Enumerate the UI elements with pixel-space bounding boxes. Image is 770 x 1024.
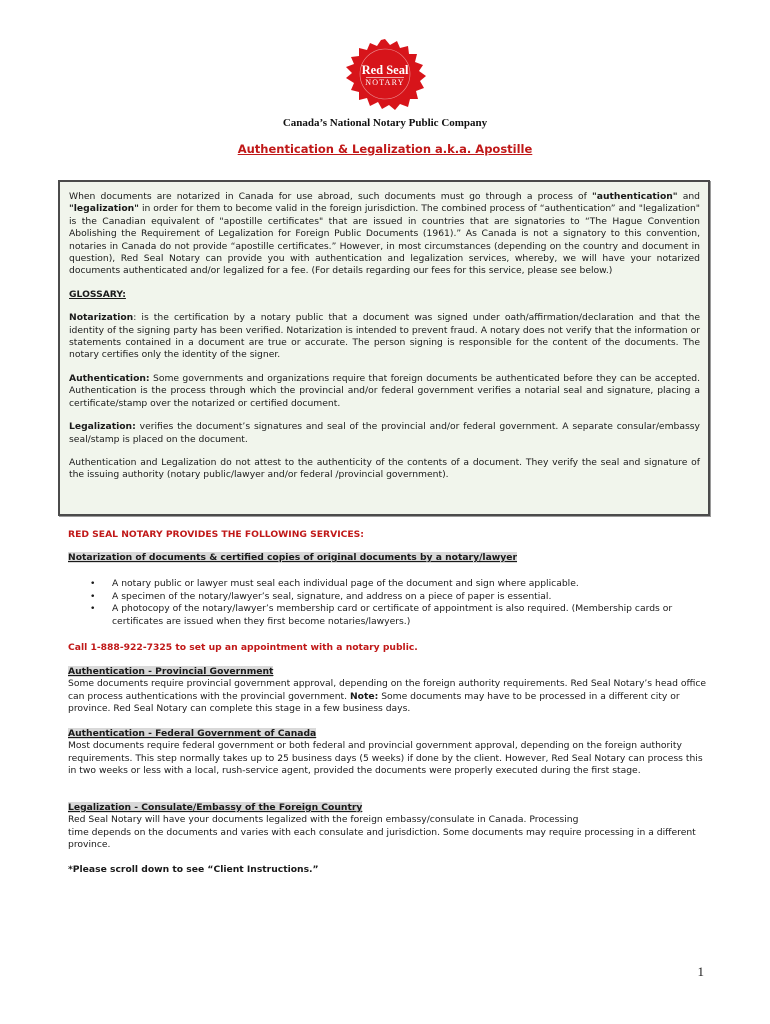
notarization-section (68, 552, 708, 628)
list-item: • A photocopy of the notary/lawyer’s membership card or certificate of appointment is also required. (Membership cards or certificates are issued when they first become notaries/lawyers.) (68, 603, 708, 628)
glossary-closing: Authentication and Legalization do not attest to the authenticity of the contents of a document. They verify the seal and signature of the issuing authority (notary public/lawyer and/or federal /provincial government). (69, 456, 700, 481)
notarization-requirements-list (68, 578, 708, 628)
consulate-section (68, 802, 708, 852)
list-item: • A notary public or lawyer must seal each individual page of the document and sign where applicable. (68, 578, 708, 590)
consulate-text-line2: time depends on the documents and varies with each consulate and jurisdiction. Some documents may require processing in a different province. (68, 826, 696, 851)
intro-glossary-box (58, 180, 710, 516)
scroll-note: *Please scroll down to see “Client Instructions.” (68, 864, 319, 875)
red-seal-notary-logo (340, 38, 430, 110)
glossary-heading: GLOSSARY: (69, 288, 126, 300)
call-to-action: Call 1-888-922-7325 to set up an appointment with a notary public. (68, 642, 418, 653)
list-item: • A specimen of the notary/lawyer’s seal, signature, and address on a piece of paper is essential. (68, 591, 708, 603)
provincial-section (68, 666, 708, 716)
federal-heading: Authentication - Federal Government of Canada (68, 728, 317, 739)
glossary-legalization: Legalization: verifies the document’s signatures and seal of the provincial and/or federal government. A separate consular/embassy seal/stamp is placed on the document. (69, 421, 700, 445)
provincial-text: Some documents require provincial government approval, depending on the foreign authority requirements. Red Seal Notary’s head office can process authentications with the provincial government. Note: Some documents may have to be processed in a different city or province. Red Seal Notary can complete this stage in a few business days. (68, 678, 707, 715)
federal-section (68, 728, 708, 778)
consulate-heading: Legalization - Consulate/Embassy of the Foreign Country (68, 802, 363, 813)
seal-title-line: Red Seal (361, 63, 409, 77)
provincial-heading: Authentication - Provincial Government (68, 666, 274, 677)
intro-paragraph: When documents are notarized in Canada for use abroad, such documents must go through a process of "authentication" and "legalization" in order for them to become valid in the foreign jurisdiction. The combined process of “authentication” and "legalization" is the Canadian equivalent of "apostille certificates" that are issued in countries that are signatories to “The Hague Convention Abolishing the Requirement of Legalization for Foreign Public Documents (1961).” As Canada is not a signatory to this convention, notaries in Canada do not provide “apostille certificates.” However, in most circumstances (depending on the country and document in question), Red Seal Notary can provide you with authentication and legalization services, whereby, we will have your notarized documents authenticated and/or legalized for a fee. (For details regarding our fees for this service, please see below.) (69, 191, 700, 277)
notarization-heading: Notarization of documents & certified copies of original documents by a notary/lawyer (68, 552, 518, 563)
services-heading: RED SEAL NOTARY PROVIDES THE FOLLOWING SERVICES: (68, 529, 364, 540)
seal-graphic (340, 38, 430, 110)
seal-subtitle-line: NOTARY (365, 78, 405, 87)
page-number: 1 (697, 964, 704, 979)
federal-text: Most documents require federal government or both federal and provincial government approval, depending on the foreign authority requirements. This step normally takes up to 25 business days (5 weeks) if done by the client. However, Red Seal Notary can process this in two weeks or less with a local, rush-service agent, provided the documents were properly executed during the first stage. (68, 740, 703, 777)
consulate-text-line1: Red Seal Notary will have your documents legalized with the foreign embassy/consulate in Canada. Processing (68, 814, 579, 826)
company-tagline: Canada’s National Notary Public Company (282, 117, 488, 129)
page-title: Authentication & Legalization a.k.a. Apostille (237, 142, 533, 156)
glossary-authentication: Authentication: Some governments and organizations require that foreign documents be authenticated before they can be accepted. Authentication is the process through which the provincial and/or federal government verifies a notarial seal and signature, placing a certificate/stamp over the notarized or certified document. (69, 372, 700, 409)
glossary-notarization: Notarization: is the certification by a notary public that a document was signed under oath/affirmation/declaration and that the identity of the signing party has been verified. Notarization is intended to prevent fraud. A notary does not verify that the information or statements contained in a document are true or accurate. The person signing is responsible for the content of the documents. The notary certifies only the identity of the signer. (69, 312, 700, 361)
